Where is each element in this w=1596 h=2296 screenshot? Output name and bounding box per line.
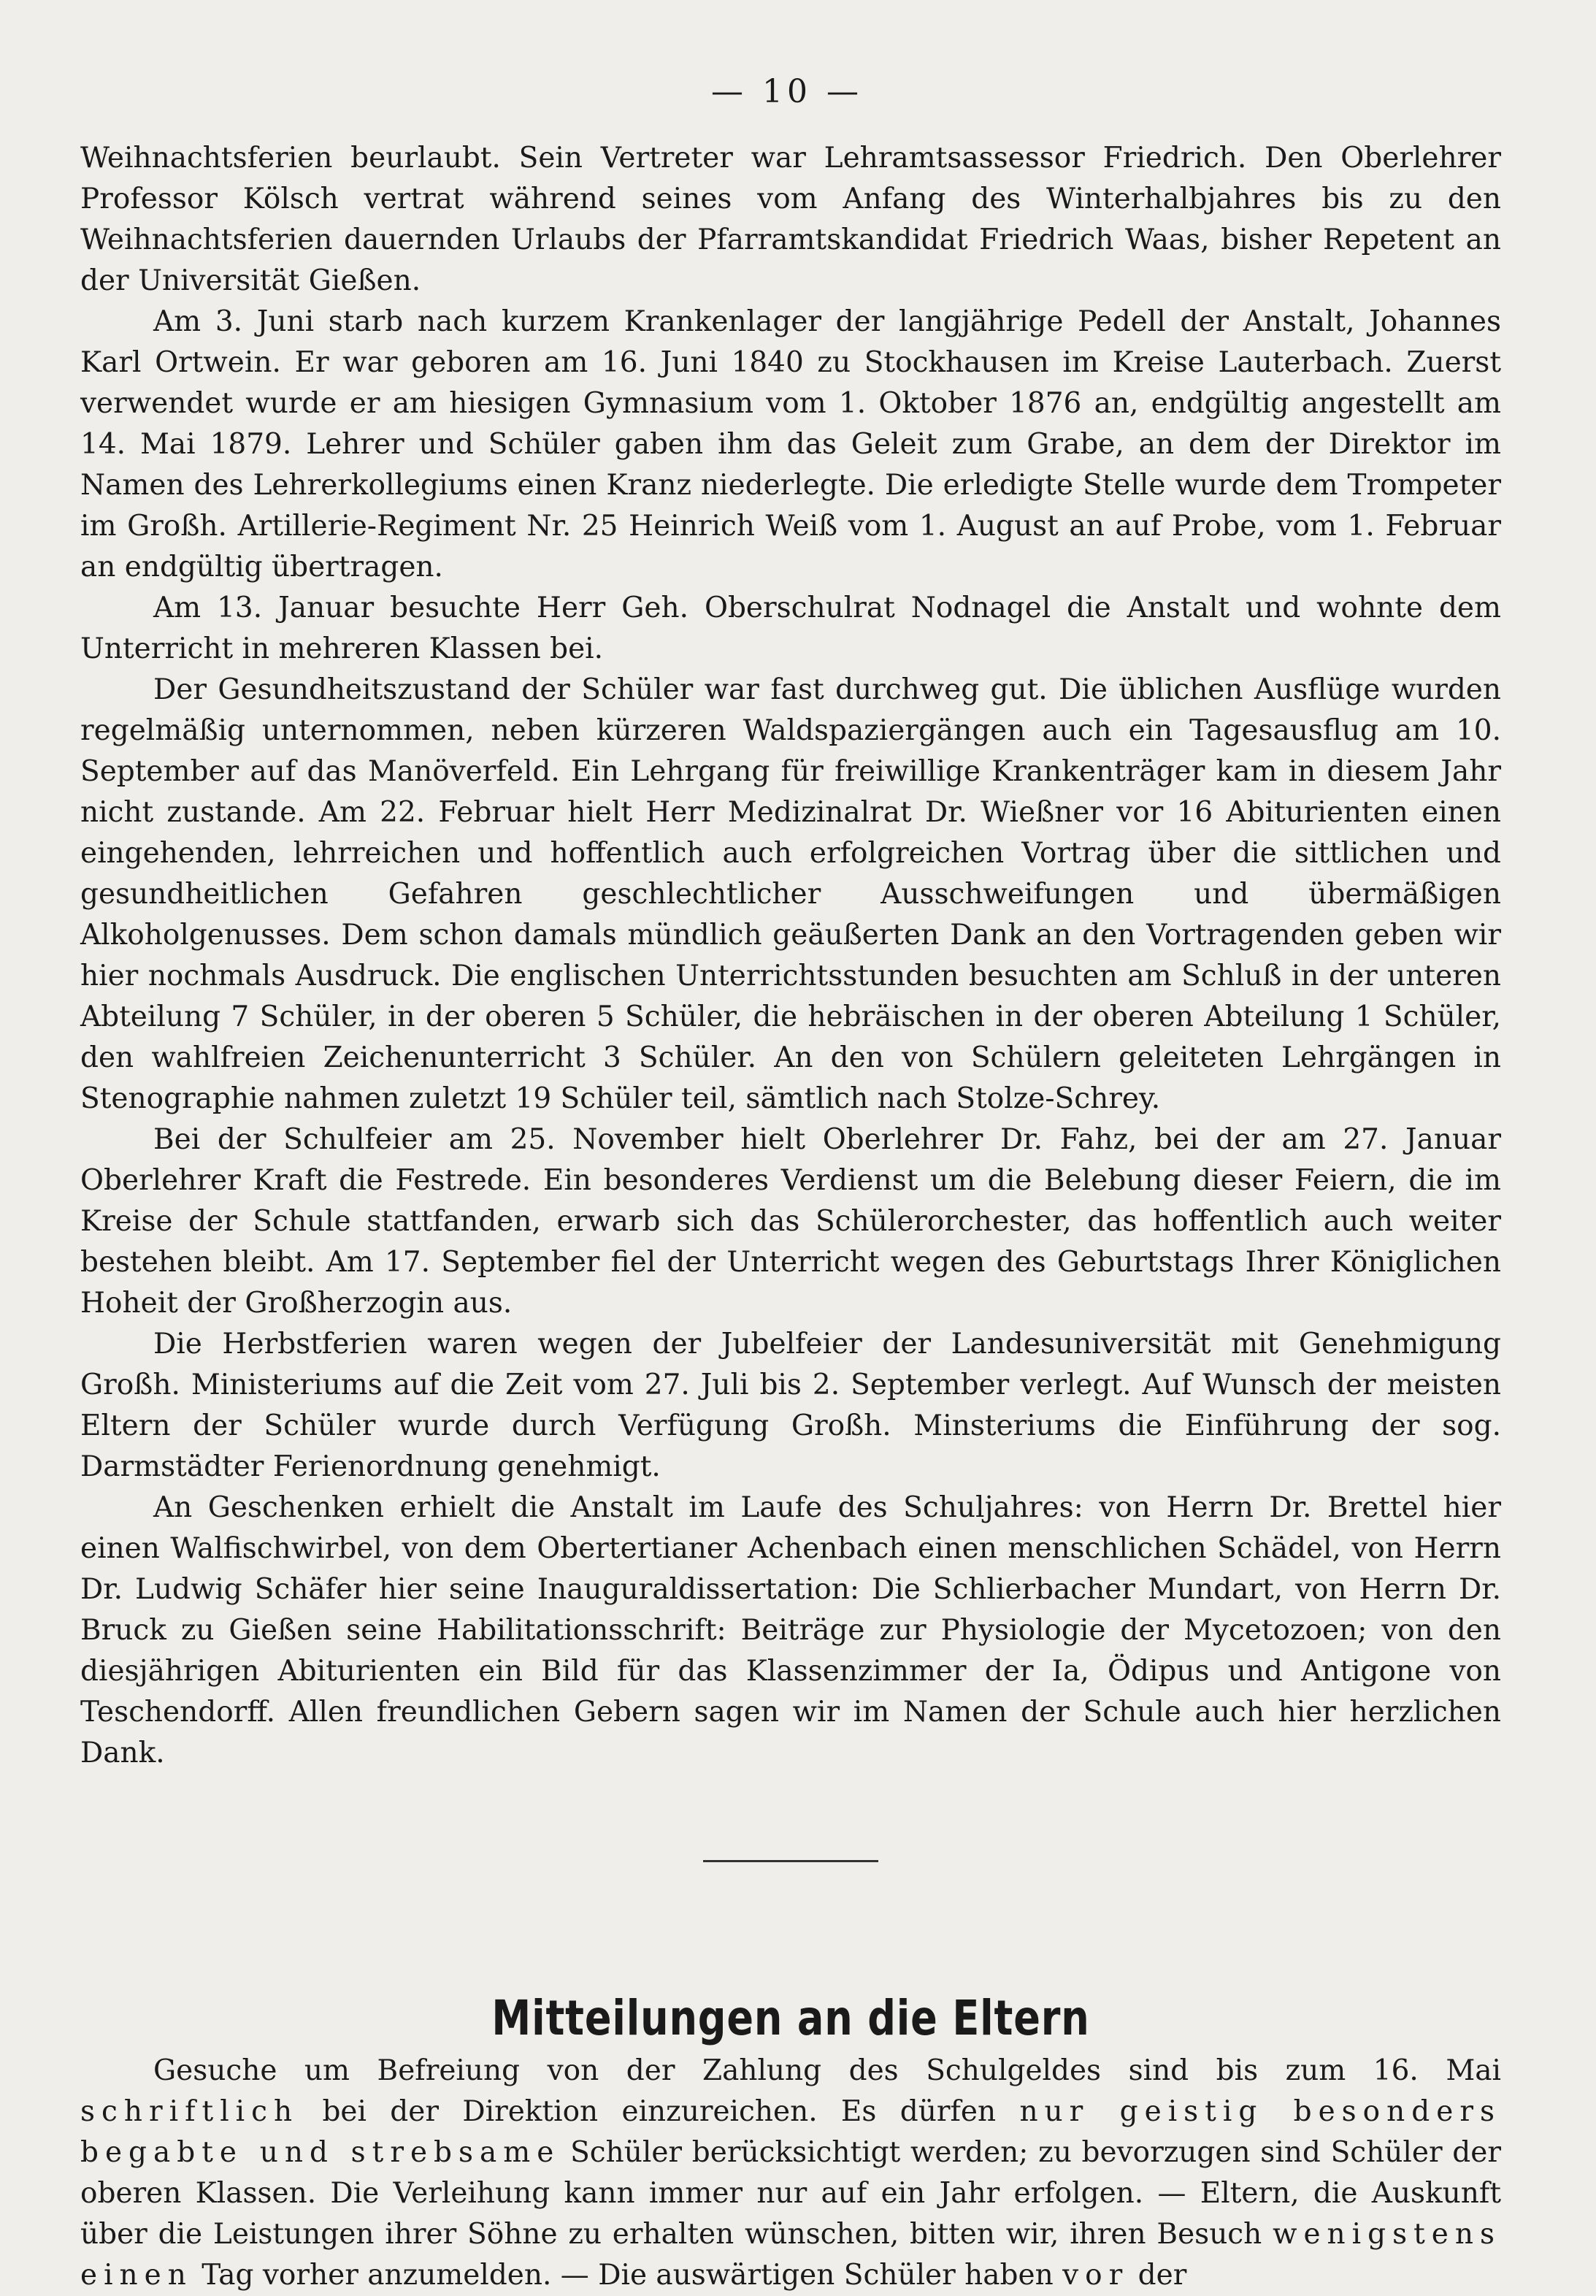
notice-emphasis-2: nur geistig besonders begabte und strebsame — [80, 2095, 1501, 2169]
paragraph-autumn-holidays: Die Herbstferien waren wegen der Jubelfeier der Landesuniversität mit Genehmigung Großh. Ministeriums auf die Zeit vom 27. Juli bis 2. September verlegt. Auf Wunsch der meisten Eltern der Schüler wurde durch Verfügung Großh. Minsteriums die Einführung der sog. Darmstädter Ferienordnung genehmigt. — [80, 1328, 1501, 1483]
paragraph-parents-notice — [80, 2051, 1501, 2296]
notice-text-1: Gesuche um Befreiung von der Zahlung des Schulgeldes sind bis zum 16. Mai — [153, 2054, 1501, 2087]
paragraph-pedell: Am 3. Juni starb nach kurzem Krankenlager der langjährige Pedell der Anstalt, Johannes Karl Ortwein. Er war geboren am 16. Juni 1840 zu Stockhausen im Kreise Lauterbach. Zuerst verwendet wurde er am hiesigen Gymnasium vom 1. Oktober 1876 an, endgültig angestellt am 14. Mai 1879. Lehrer und Schüler gaben ihm das Geleit zum Grabe, an dem der Direktor im Namen des Lehrerkollegiums einen Kranz niederlegte. Die erledigte Stelle wurde dem Trompeter im Großh. Artillerie-Regiment Nr. 25 Heinrich Weiß vom 1. August an auf Probe, vom 1. Februar an endgültig übertragen. — [80, 305, 1501, 583]
notice-text-3: Schüler berücksichtigt werden; zu bevorzugen sind Schüler der oberen Klassen. Die Verleihung kann immer nur auf ein Jahr erfolgen. — Eltern, die Auskunft über die Leistungen ihrer Söhne zu erhalten wünschen, bitten wir, ihren Besuch — [80, 2136, 1501, 2251]
page-number: — 10 — — [711, 73, 863, 110]
paragraph-health: Der Gesundheitszustand der Schüler war fast durchweg gut. Die üblichen Ausflüge wurden regelmäßig unternommen, neben kürzeren Waldspaziergängen auch ein Tagesausflug am 10. September auf das Manöverfeld. Ein Lehrgang für freiwillige Krankenträger kam in diesem Jahr nicht zustande. Am 22. Februar hielt Herr Medizinalrat Dr. Wießner vor 16 Abiturienten einen eingehenden, lehrreichen und hoffentlich auch erfolgreichen Vortrag über die sittlichen und gesundheitlichen Gefahren geschlechtlicher Ausschweifungen und übermäßigen Alkoholgenusses. Dem schon damals mündlich geäußerten Dank an den Vortragenden geben wir hier nochmals Ausdruck. Die englischen Unterrichtsstunden besuchten am Schluß in der unteren Abteilung 7 Schüler, in der oberen 5 Schüler, die hebräischen in der oberen Abteilung 1 Schüler, den wahlfreien Zeichenunterricht 3 Schüler. An den von Schülern geleiteten Lehrgängen in Stenographie nahmen zuletzt 19 Schüler teil, sämtlich nach Stolze-Schrey. — [80, 673, 1501, 1115]
paragraph-school-celebration: Bei der Schulfeier am 25. November hielt Oberlehrer Dr. Fahz, bei der am 27. Januar Oberlehrer Kraft die Festrede. Ein besonderes Verdienst um die Belebung dieser Feiern, die im Kreise der Schule stattfanden, erwarb sich das Schülerorchester, das hoffentlich auch weiter bestehen bleibt. Am 17. September fiel der Unterricht wegen des Geburtstags Ihrer Königlichen Hoheit der Großherzogin aus. — [80, 1123, 1501, 1320]
notice-emphasis-4: vor — [1062, 2259, 1129, 2292]
paragraph-visit: Am 13. Januar besuchte Herr Geh. Oberschulrat Nodnagel die Anstalt und wohnte dem Unterricht in mehreren Klassen bei. — [80, 592, 1501, 665]
notice-text-4: Tag vorher anzumelden. — Die auswärtigen Schüler haben — [202, 2259, 1054, 2292]
section-heading: Mitteilungen an die Eltern — [491, 1990, 1090, 2046]
notice-text-2: bei der Direktion einzureichen. Es dürfen — [322, 2095, 997, 2128]
section-divider — [703, 1860, 878, 1862]
paragraph-continuation: Weihnachtsferien beurlaubt. Sein Vertreter war Lehramtsassessor Friedrich. Den Oberlehrer Professor Kölsch vertrat während seines vom Anfang des Winterhalbjahres bis zu den Weihnachtsferien dauernden Urlaubs der Pfarramtskandidat Friedrich Waas, bisher Repetent an der Universität Gießen. — [80, 142, 1501, 297]
notice-text-5: der — [1137, 2259, 1187, 2292]
notice-emphasis-3: wenigstens einen — [80, 2218, 1501, 2292]
notice-emphasis-1: schriftlich — [80, 2095, 299, 2128]
paragraph-donations: An Geschenken erhielt die Anstalt im Laufe des Schuljahres: von Herrn Dr. Brettel hier einen Walfischwirbel, von dem Obertertianer Achenbach einen menschlichen Schädel, von Herrn Dr. Ludwig Schäfer hier seine Inauguraldissertation: Die Schlierbacher Mundart, von Herrn Dr. Bruck zu Gießen seine Habilitationsschrift: Beiträge zur Physiologie der Mycetozoen; von den diesjährigen Abiturienten ein Bild für das Klassenzimmer der Ia, Ödipus und Antigone von Teschendorff. Allen freundlichen Gebern sagen wir im Namen der Schule auch hier herzlichen Dank. — [80, 1491, 1501, 1769]
